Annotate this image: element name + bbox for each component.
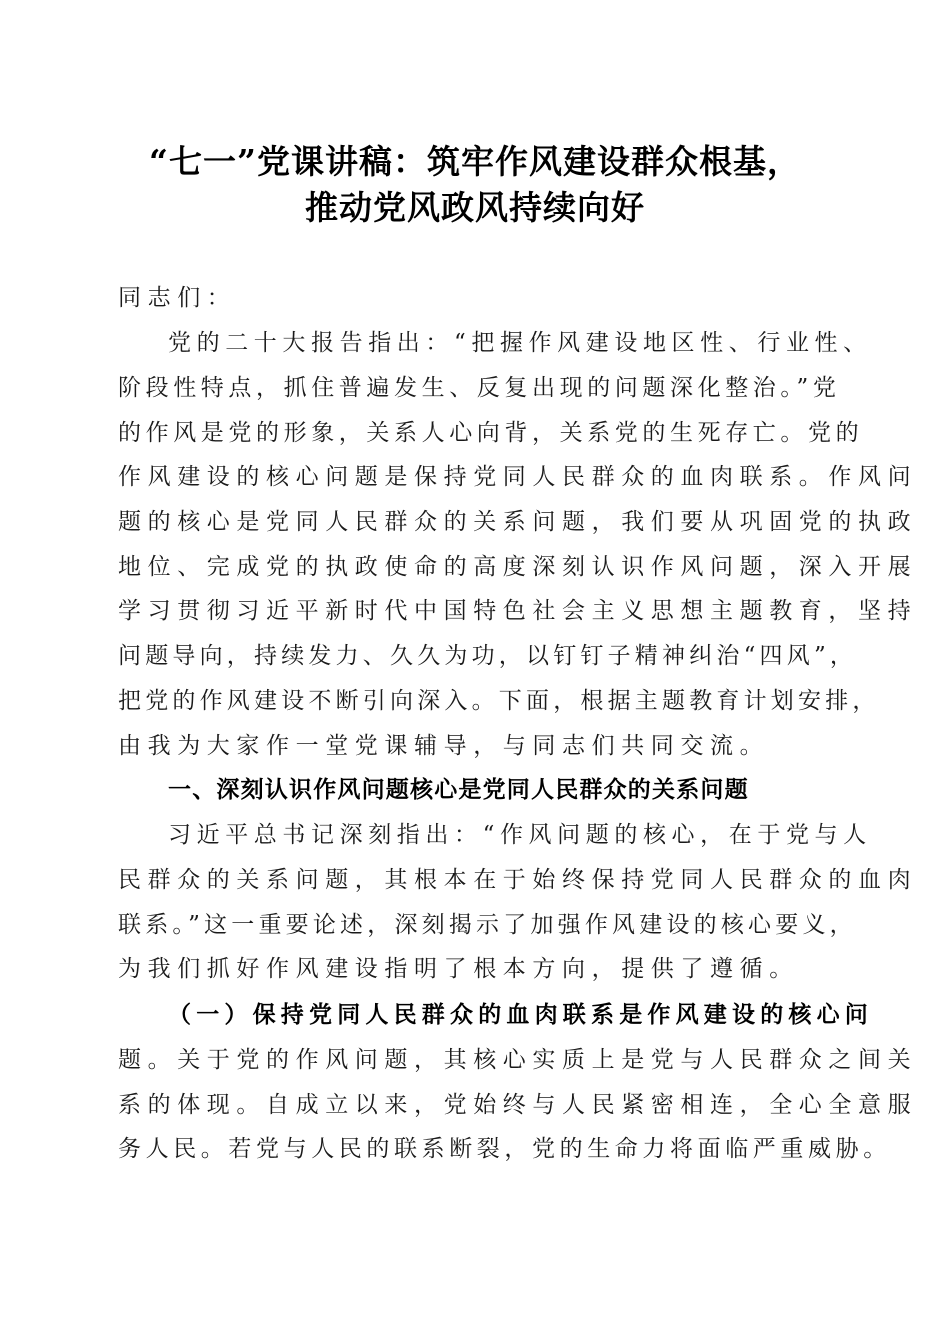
section-1-line: 联系。”这一重要论述，深刻揭示了加强作风建设的核心要义， [118, 912, 857, 938]
intro-line: 问题导向，持续发力、久久为功，以钉钉子精神纠治“四风”， [118, 643, 858, 669]
subsection-1-line: 系的体现。自成立以来，党始终与人民紧密相连，全心全意服 [118, 1092, 918, 1118]
section-1-heading: 一、深刻认识作风问题核心是党同人民群众的关系问题 [168, 777, 749, 803]
intro-line: 把党的作风建设不断引向深入。下面，根据主题教育计划安排， [118, 688, 880, 714]
subsection-1-line: 务人民。若党与人民的联系断裂，党的生命力将面临严重威胁。 [118, 1136, 891, 1162]
document-title-line-1: “七一”党课讲稿：筑牢作风建设群众根基， [149, 142, 801, 181]
document-title-line-2: 推动党风政风持续向好 [305, 188, 645, 227]
salutation: 同志们： [118, 285, 237, 311]
section-1-line: 习近平总书记深刻指出：“作风问题的核心，在于党与人 [168, 822, 872, 848]
subsection-1-line: 题。关于党的作风问题，其核心实质上是党与人民群众之间关 [118, 1047, 918, 1073]
intro-line: 党的二十大报告指出：“把握作风建设地区性、行业性、 [168, 330, 872, 356]
intro-line: 作风建设的核心问题是保持党同人民群众的血肉联系。作风问 [118, 464, 918, 490]
section-1-line: 民群众的关系问题，其根本在于始终保持党同人民群众的血肉 [118, 867, 918, 893]
intro-line: 阶段性特点，抓住普遍发生、反复出现的问题深化整治。”党 [118, 375, 841, 401]
intro-line: 地位、完成党的执政使命的高度深刻认识作风问题，深入开展 [118, 554, 918, 580]
section-1-line: 为我们抓好作风建设指明了根本方向，提供了遵循。 [118, 956, 799, 982]
intro-line: 由我为大家作一堂党课辅导，与同志们共同交流。 [118, 733, 770, 759]
intro-line: 的作风是党的形象，关系人心向背，关系党的生死存亡。党的 [118, 420, 864, 446]
intro-line: 学习贯彻习近平新时代中国特色社会主义思想主题教育，坚持 [118, 598, 918, 624]
subsection-1-heading: （一）保持党同人民群众的血肉联系是作风建设的核心问 [168, 1001, 873, 1028]
intro-line: 题的核心是党同人民群众的关系问题，我们要从巩固党的执政 [118, 509, 918, 535]
